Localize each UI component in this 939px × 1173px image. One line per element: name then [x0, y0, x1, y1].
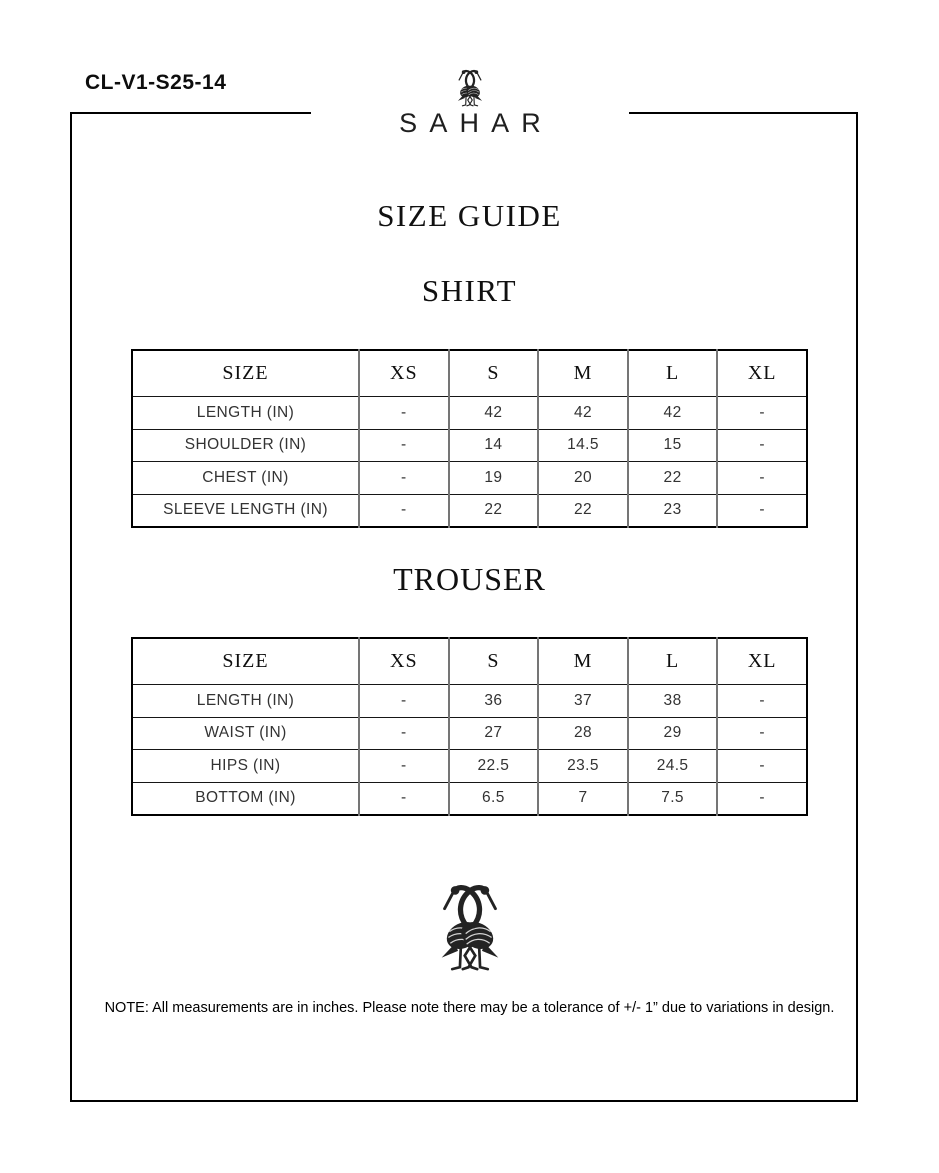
product-code: CL-V1-S25-14 [85, 71, 227, 94]
measurement-value: 14 [449, 429, 539, 462]
measurement-label: LENGTH (IN) [132, 397, 359, 430]
size-header-cell: SIZE [132, 638, 359, 685]
measurement-value: 23.5 [538, 750, 628, 783]
measurement-label: SLEEVE LENGTH (IN) [132, 494, 359, 527]
trouser-section-title: TROUSER [393, 561, 546, 597]
measurement-label: HIPS (IN) [132, 750, 359, 783]
measurement-value: 42 [538, 397, 628, 430]
measurement-value: - [717, 717, 807, 750]
shirt-size-table [131, 349, 808, 528]
size-col-header: L [628, 638, 718, 685]
measurement-label: WAIST (IN) [132, 717, 359, 750]
measurement-value: - [359, 717, 449, 750]
brand-wordmark: SAHAR [399, 108, 553, 138]
trouser-size-table [131, 637, 808, 816]
size-col-header: M [538, 638, 628, 685]
measurement-value: - [359, 685, 449, 718]
measurement-value: - [359, 429, 449, 462]
size-col-header: M [538, 350, 628, 397]
measurement-value: 7.5 [628, 782, 718, 815]
size-header-row [132, 638, 807, 685]
measurement-value: 22 [538, 494, 628, 527]
brand-logo [311, 66, 629, 152]
measurement-value: - [359, 782, 449, 815]
footer-twin-cranes-icon [406, 876, 534, 972]
measurement-row [132, 462, 807, 495]
measurement-value: 28 [538, 717, 628, 750]
measurement-row [132, 397, 807, 430]
measurement-row [132, 717, 807, 750]
measurement-value: 42 [449, 397, 539, 430]
measurement-value: 22 [449, 494, 539, 527]
measurement-value: - [717, 494, 807, 527]
measurement-label: BOTTOM (IN) [132, 782, 359, 815]
measurement-value: - [359, 462, 449, 495]
twin-cranes-icon [444, 66, 496, 107]
size-col-header: S [449, 638, 539, 685]
measurement-value: 15 [628, 429, 718, 462]
measurement-value: 29 [628, 717, 718, 750]
size-col-header: XL [717, 638, 807, 685]
measurement-value: 23 [628, 494, 718, 527]
size-col-header: XL [717, 350, 807, 397]
measurement-value: - [717, 750, 807, 783]
measurement-value: - [717, 462, 807, 495]
measurement-value: 20 [538, 462, 628, 495]
measurement-value: 37 [538, 685, 628, 718]
shirt-section-title: SHIRT [421, 273, 518, 308]
measurement-value: - [359, 494, 449, 527]
measurement-value: 22 [628, 462, 718, 495]
measurement-value: 36 [449, 685, 539, 718]
measurement-value: 24.5 [628, 750, 718, 783]
measurement-value: 6.5 [449, 782, 539, 815]
size-col-header: XS [359, 638, 449, 685]
size-header-row [132, 350, 807, 397]
measurement-value: 42 [628, 397, 718, 430]
measurement-value: 14.5 [538, 429, 628, 462]
note-text: NOTE: All measurements are in inches. Please note there may be a tolerance of +/- 1” due to variations in design. [104, 1000, 835, 1016]
size-header-cell: SIZE [132, 350, 359, 397]
size-col-header: S [449, 350, 539, 397]
measurement-label: CHEST (IN) [132, 462, 359, 495]
size-col-header: XS [359, 350, 449, 397]
measurement-row [132, 685, 807, 718]
measurement-value: 27 [449, 717, 539, 750]
measurement-row [132, 750, 807, 783]
measurement-row [132, 494, 807, 527]
measurement-value: - [717, 397, 807, 430]
measurement-row [132, 782, 807, 815]
measurement-value: - [717, 685, 807, 718]
measurement-label: LENGTH (IN) [132, 685, 359, 718]
measurement-value: - [359, 750, 449, 783]
measurement-value: - [717, 782, 807, 815]
measurement-value: - [359, 397, 449, 430]
measurement-row [132, 429, 807, 462]
measurement-value: 22.5 [449, 750, 539, 783]
page-title: SIZE GUIDE [377, 198, 562, 233]
measurement-value: - [717, 429, 807, 462]
measurement-value: 7 [538, 782, 628, 815]
size-col-header: L [628, 350, 718, 397]
measurement-label: SHOULDER (IN) [132, 429, 359, 462]
measurement-value: 19 [449, 462, 539, 495]
measurement-value: 38 [628, 685, 718, 718]
